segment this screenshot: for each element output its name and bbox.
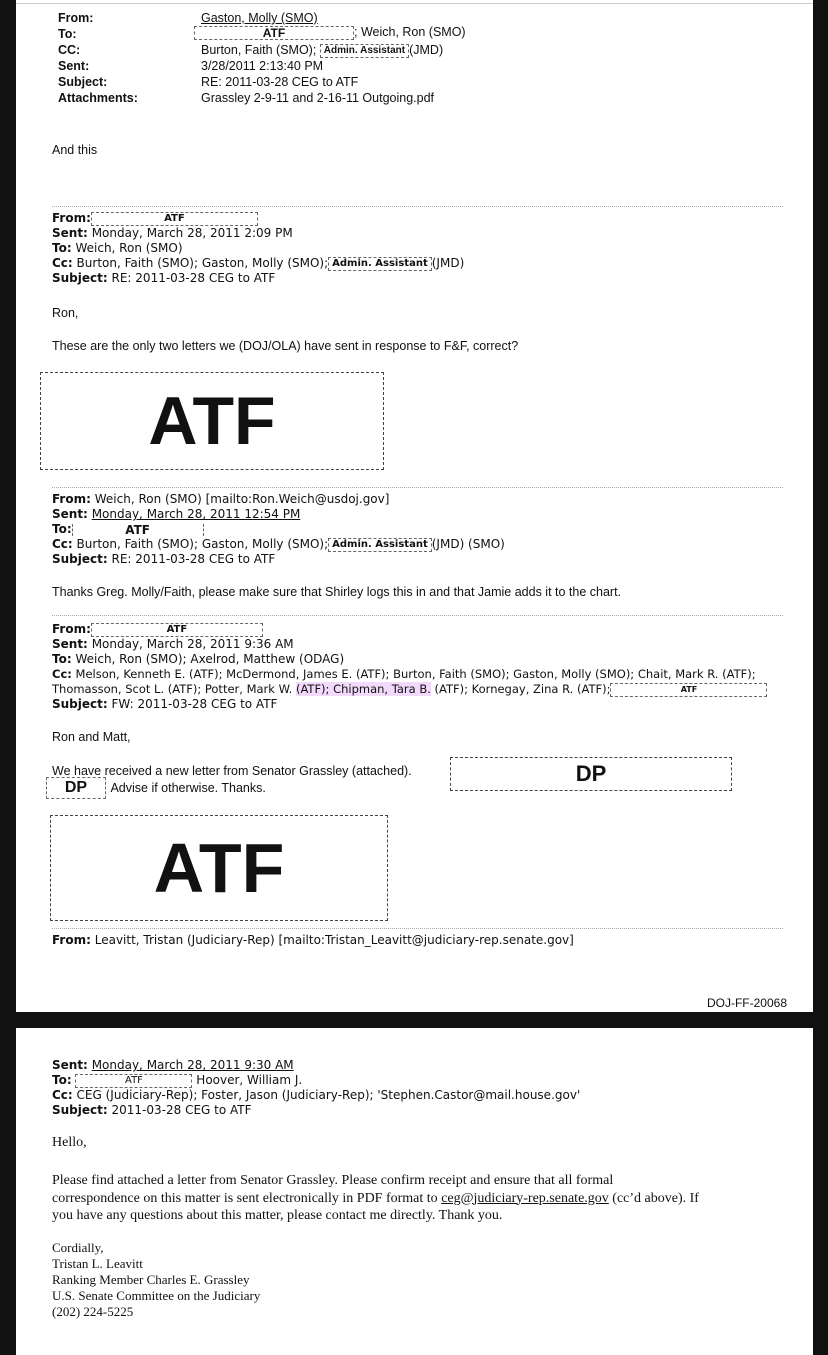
msg4-sent-label: Sent: [52,637,88,651]
divider [52,487,783,488]
document-page-1 [16,0,813,1012]
p2-greeting: Hello, [52,1135,87,1150]
sent-label: Sent: [58,59,90,73]
msg3-cc-value-a: Burton, Faith (SMO); Gaston, Molly (SMO); [76,537,329,551]
msg3-header [52,492,505,567]
redaction-box-atf-large: ATF [40,372,384,470]
body-and-this: And this [52,143,98,157]
p2-subject-value: 2011-03-28 CEG to ATF [111,1103,252,1117]
msg4-subject-label: Subject: [52,697,108,711]
to-value: ; Weich, Ron (SMO) [354,25,466,39]
msg4-cc-line2-b: (ATF); Kornegay, Zina R. (ATF); [434,682,611,696]
msg3-cc-value-b: (JMD) (SMO) [431,537,505,551]
msg4-greeting: Ron and Matt, [52,730,131,744]
divider [52,206,783,207]
from-value: Gaston, Molly (SMO) [201,11,318,25]
msg2-body: These are the only two letters we (DOJ/OLA) have sent in response to F&F, correct? [52,339,519,353]
p2-email-link[interactable]: ceg@judiciary-rep.senate.gov [441,1190,609,1206]
sig-org: U.S. Senate Committee on the Judiciary [52,1288,261,1303]
p2-to-label: To: [52,1073,72,1087]
msg5-from-label: From: [52,933,91,947]
msg4-cc-line2-highlight: (ATF); Chipman, Tara B. [295,682,431,696]
p2-sent-value: Monday, March 28, 2011 9:30 AM [91,1058,294,1072]
page2-header [52,1058,580,1118]
sig-closing: Cordially, [52,1240,104,1255]
subject-value: RE: 2011-03-28 CEG to ATF [201,75,359,89]
cc-value-a: Burton, Faith (SMO); [201,43,317,57]
msg4-body-line1: We have received a new letter from Senator Grassley (attached). [52,764,412,778]
sig-title: Ranking Member Charles E. Grassley [52,1272,250,1287]
msg4-to-value: Weich, Ron (SMO); Axelrod, Matthew (ODAG) [75,652,345,666]
msg2-from-redaction: ATF [91,212,258,226]
p2-body-line2-a: correspondence on this matter is sent electronically in PDF format to [52,1190,442,1206]
msg3-from-value: Weich, Ron (SMO) [mailto:Ron.Weich@usdoj.gov] [94,492,390,506]
msg4-header [52,622,767,712]
msg2-to-value: Weich, Ron (SMO) [75,241,183,255]
subject-label: Subject: [58,75,108,89]
redaction-box-dp: DP [450,757,732,791]
msg4-to-label: To: [52,652,72,666]
msg3-body: Thanks Greg. Molly/Faith, please make sure that Shirley logs this in and that Jamie adds it to the chart. [52,585,622,599]
msg3-to-redaction: ATF [72,524,204,536]
msg2-sent-value: Monday, March 28, 2011 2:09 PM [91,226,293,240]
p2-body [52,1172,699,1225]
msg2-subject-value: RE: 2011-03-28 CEG to ATF [111,271,276,285]
msg4-cc-line2-a: Thomasson, Scot L. (ATF); Potter, Mark W. [52,682,293,696]
msg2-cc-value-b: (JMD) [431,256,465,270]
msg5-header [52,933,574,948]
redaction-box-atf-large-2: ATF [50,815,388,921]
msg4-from-redaction: ATF [91,623,263,637]
msg2-from-label: From: [52,211,91,225]
document-page-2 [16,1028,813,1355]
msg3-cc-redaction: Admin. Assistant [328,538,432,552]
p2-to-value: Hoover, William J. [196,1073,303,1087]
attachments-label: Attachments: [58,91,138,105]
to-label: To: [58,27,77,41]
msg3-from-label: From: [52,492,91,506]
p2-subject-label: Subject: [52,1103,108,1117]
p2-to-redaction: ATF [75,1074,192,1088]
from-label: From: [58,11,94,25]
msg3-sent-value: Monday, March 28, 2011 12:54 PM [91,507,301,521]
p2-signature [52,1240,260,1320]
msg4-subject-value: FW: 2011-03-28 CEG to ATF [111,697,278,711]
bates-number: DOJ-FF-20068 [706,996,787,1010]
msg2-cc-label: Cc: [52,256,73,270]
msg2-header [52,211,464,286]
sig-name: Tristan L. Leavitt [52,1256,143,1271]
msg4-cc-line1: Melson, Kenneth E. (ATF); McDermond, James E. (ATF); Burton, Faith (SMO); Gaston, Molly (SMO); Chait, Mark R. (ATF); [75,667,756,681]
p2-body-line3: you have any questions about this matter, please contact me directly. Thank you. [52,1208,503,1223]
cc-redaction-box: Admin. Assistant [320,44,409,58]
msg4-cc-redaction: ATF [610,683,767,697]
msg3-subject-label: Subject: [52,552,108,566]
cc-value-b: (JMD) [409,43,444,57]
divider [52,615,783,616]
sig-phone: (202) 224-5225 [52,1304,134,1319]
msg4-body-line2: Advise if otherwise. Thanks. [110,781,266,796]
msg3-to-label: To: [52,522,72,536]
msg3-cc-label: Cc: [52,537,73,551]
msg4-sent-value: Monday, March 28, 2011 9:36 AM [91,637,294,651]
msg2-to-label: To: [52,241,72,255]
msg5-from-value: Leavitt, Tristan (Judiciary-Rep) [mailto:Tristan_Leavitt@judiciary-rep.senate.gov] [94,933,574,947]
msg2-cc-redaction: Admin. Assistant [328,257,432,271]
msg4-cc-label: Cc: [52,667,72,681]
cc-label: CC: [58,43,81,57]
msg3-sent-label: Sent: [52,507,88,521]
p2-body-line1: Please find attached a letter from Senator Grassley. Please confirm receipt and ensure that all formal [52,1173,614,1188]
msg2-sent-label: Sent: [52,226,88,240]
attachment-link[interactable]: Grassley 2-9-11 and 2-16-11 Outgoing.pdf [201,91,435,105]
sent-value: 3/28/2011 2:13:40 PM [201,59,324,73]
p2-body-line2-b: (cc’d above). If [608,1190,699,1206]
p2-cc-value: CEG (Judiciary-Rep); Foster, Jason (Judiciary-Rep); 'Stephen.Castor@mail.house.gov' [76,1088,581,1102]
msg4-from-label: From: [52,622,91,636]
msg2-cc-value-a: Burton, Faith (SMO); Gaston, Molly (SMO); [76,256,329,270]
msg3-subject-value: RE: 2011-03-28 CEG to ATF [111,552,276,566]
redaction-box-dp-small: DP [46,777,106,799]
msg2-subject-label: Subject: [52,271,108,285]
msg2-greeting: Ron, [52,306,79,320]
divider [52,928,783,929]
top-divider [16,3,813,4]
p2-cc-label: Cc: [52,1088,73,1102]
to-redaction-box: ATF [194,26,354,40]
p2-sent-label: Sent: [52,1058,88,1072]
